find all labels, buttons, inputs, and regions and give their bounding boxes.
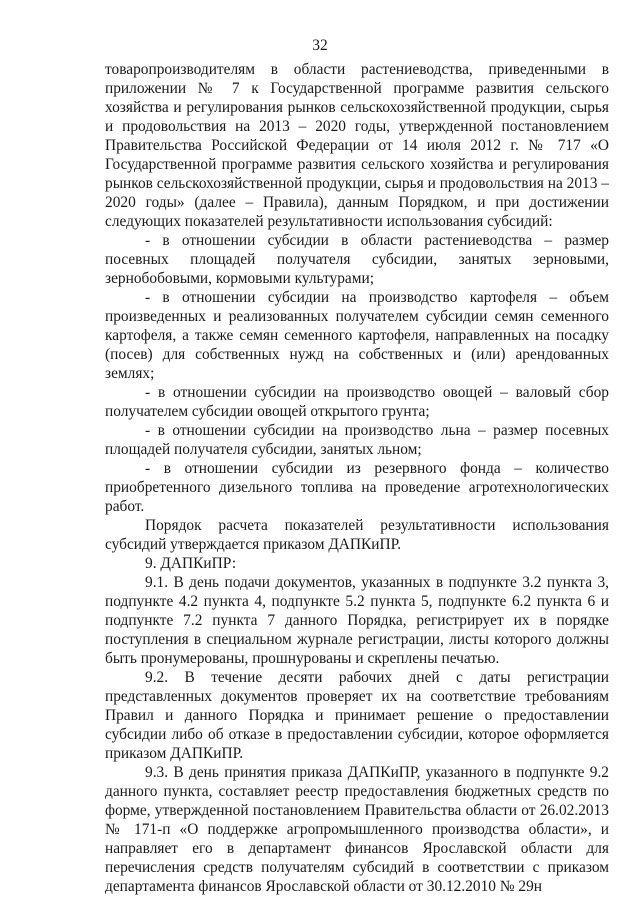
paragraph: 9.2. В течение десяти рабочих дней с даты регистрации представленных документов проверяет их на соответствие требованиям Правил и данного Порядка и принимает решение о предоставлении субсидии либо об отказе в предоставлении субсидии, которое оформляется приказом ДАПКиПР. (105, 669, 609, 762)
paragraph: - в отношении субсидии в области растениеводства – размер посевных площадей получателя субсидии, занятых зерновыми, зернобобовыми, кормовыми культурами; (105, 232, 609, 287)
paragraph: - в отношении субсидии из резервного фонда – количество приобретенного дизельного топлива на проведение агротехнологических работ. (105, 460, 609, 515)
paragraph: 9.1. В день подачи документов, указанных в подпункте 3.2 пункта 3, подпункте 4.2 пункта 4, подпункте 5.2 пункта 5, подпункте 6.2 пункта 6 и подпункте 7.2 пункта 7 данного Порядка, регистрирует их в порядке поступления в специальном журнале регистрации, листы которого должны быть пронумерованы, прошнурованы и скреплены печатью. (105, 574, 609, 667)
paragraph: - в отношении субсидии на производство овощей – валовый сбор получателем субсидии овощей открытого грунта; (105, 384, 609, 420)
paragraph: - в отношении субсидии на производство льна – размер посевных площадей получателя субсидии, занятых льном; (105, 422, 609, 458)
paragraph: товаропроизводителям в области растениеводства, приведенными в приложении № 7 к Государственной программе развития сельского хозяйства и регулирования рынков сельскохозяйственной продукции, сырья и продовольствия на 2013 – 2020 годы, утвержденной постановлением Правительства Российской Федерации от 14 июля 2012 г. № 717 «О Государственной программе развития сельского хозяйства и регулирования рынков сельскохозяйственной продукции, сырья и продовольствия на 2013 – 2020 годы» (далее – Правила), данным Порядком, и при достижении следующих показателей результативности использования субсидий: (105, 61, 609, 230)
paragraph: Порядок расчета показателей результативности использования субсидий утверждается приказом ДАПКиПР. (105, 517, 609, 553)
paragraph: 9.3. В день принятия приказа ДАПКиПР, указанного в подпункте 9.2 данного пункта, составляет реестр предоставления бюджетных средств по форме, утвержденной постановлением Правительства области от 26.02.2013 № 171-п «О поддержке агропромышленного производства области», и направляет его в департамент финансов Ярославской области для перечисления средств получателям субсидий в соответствии с приказом департамента финансов Ярославской области от 30.12.2010 № 29н (105, 764, 609, 895)
paragraph: 9. ДАПКиПР: (145, 555, 237, 572)
document-body (105, 60, 609, 896)
paragraph: - в отношении субсидии на производство картофеля – объем произведенных и реализованных получателем субсидии семян семенного картофеля, а также семян семенного картофеля, направленных на посадку (посев) для собственных нужд на собственных и (или) арендованных землях; (105, 289, 609, 382)
page-number: 32 (312, 37, 328, 54)
